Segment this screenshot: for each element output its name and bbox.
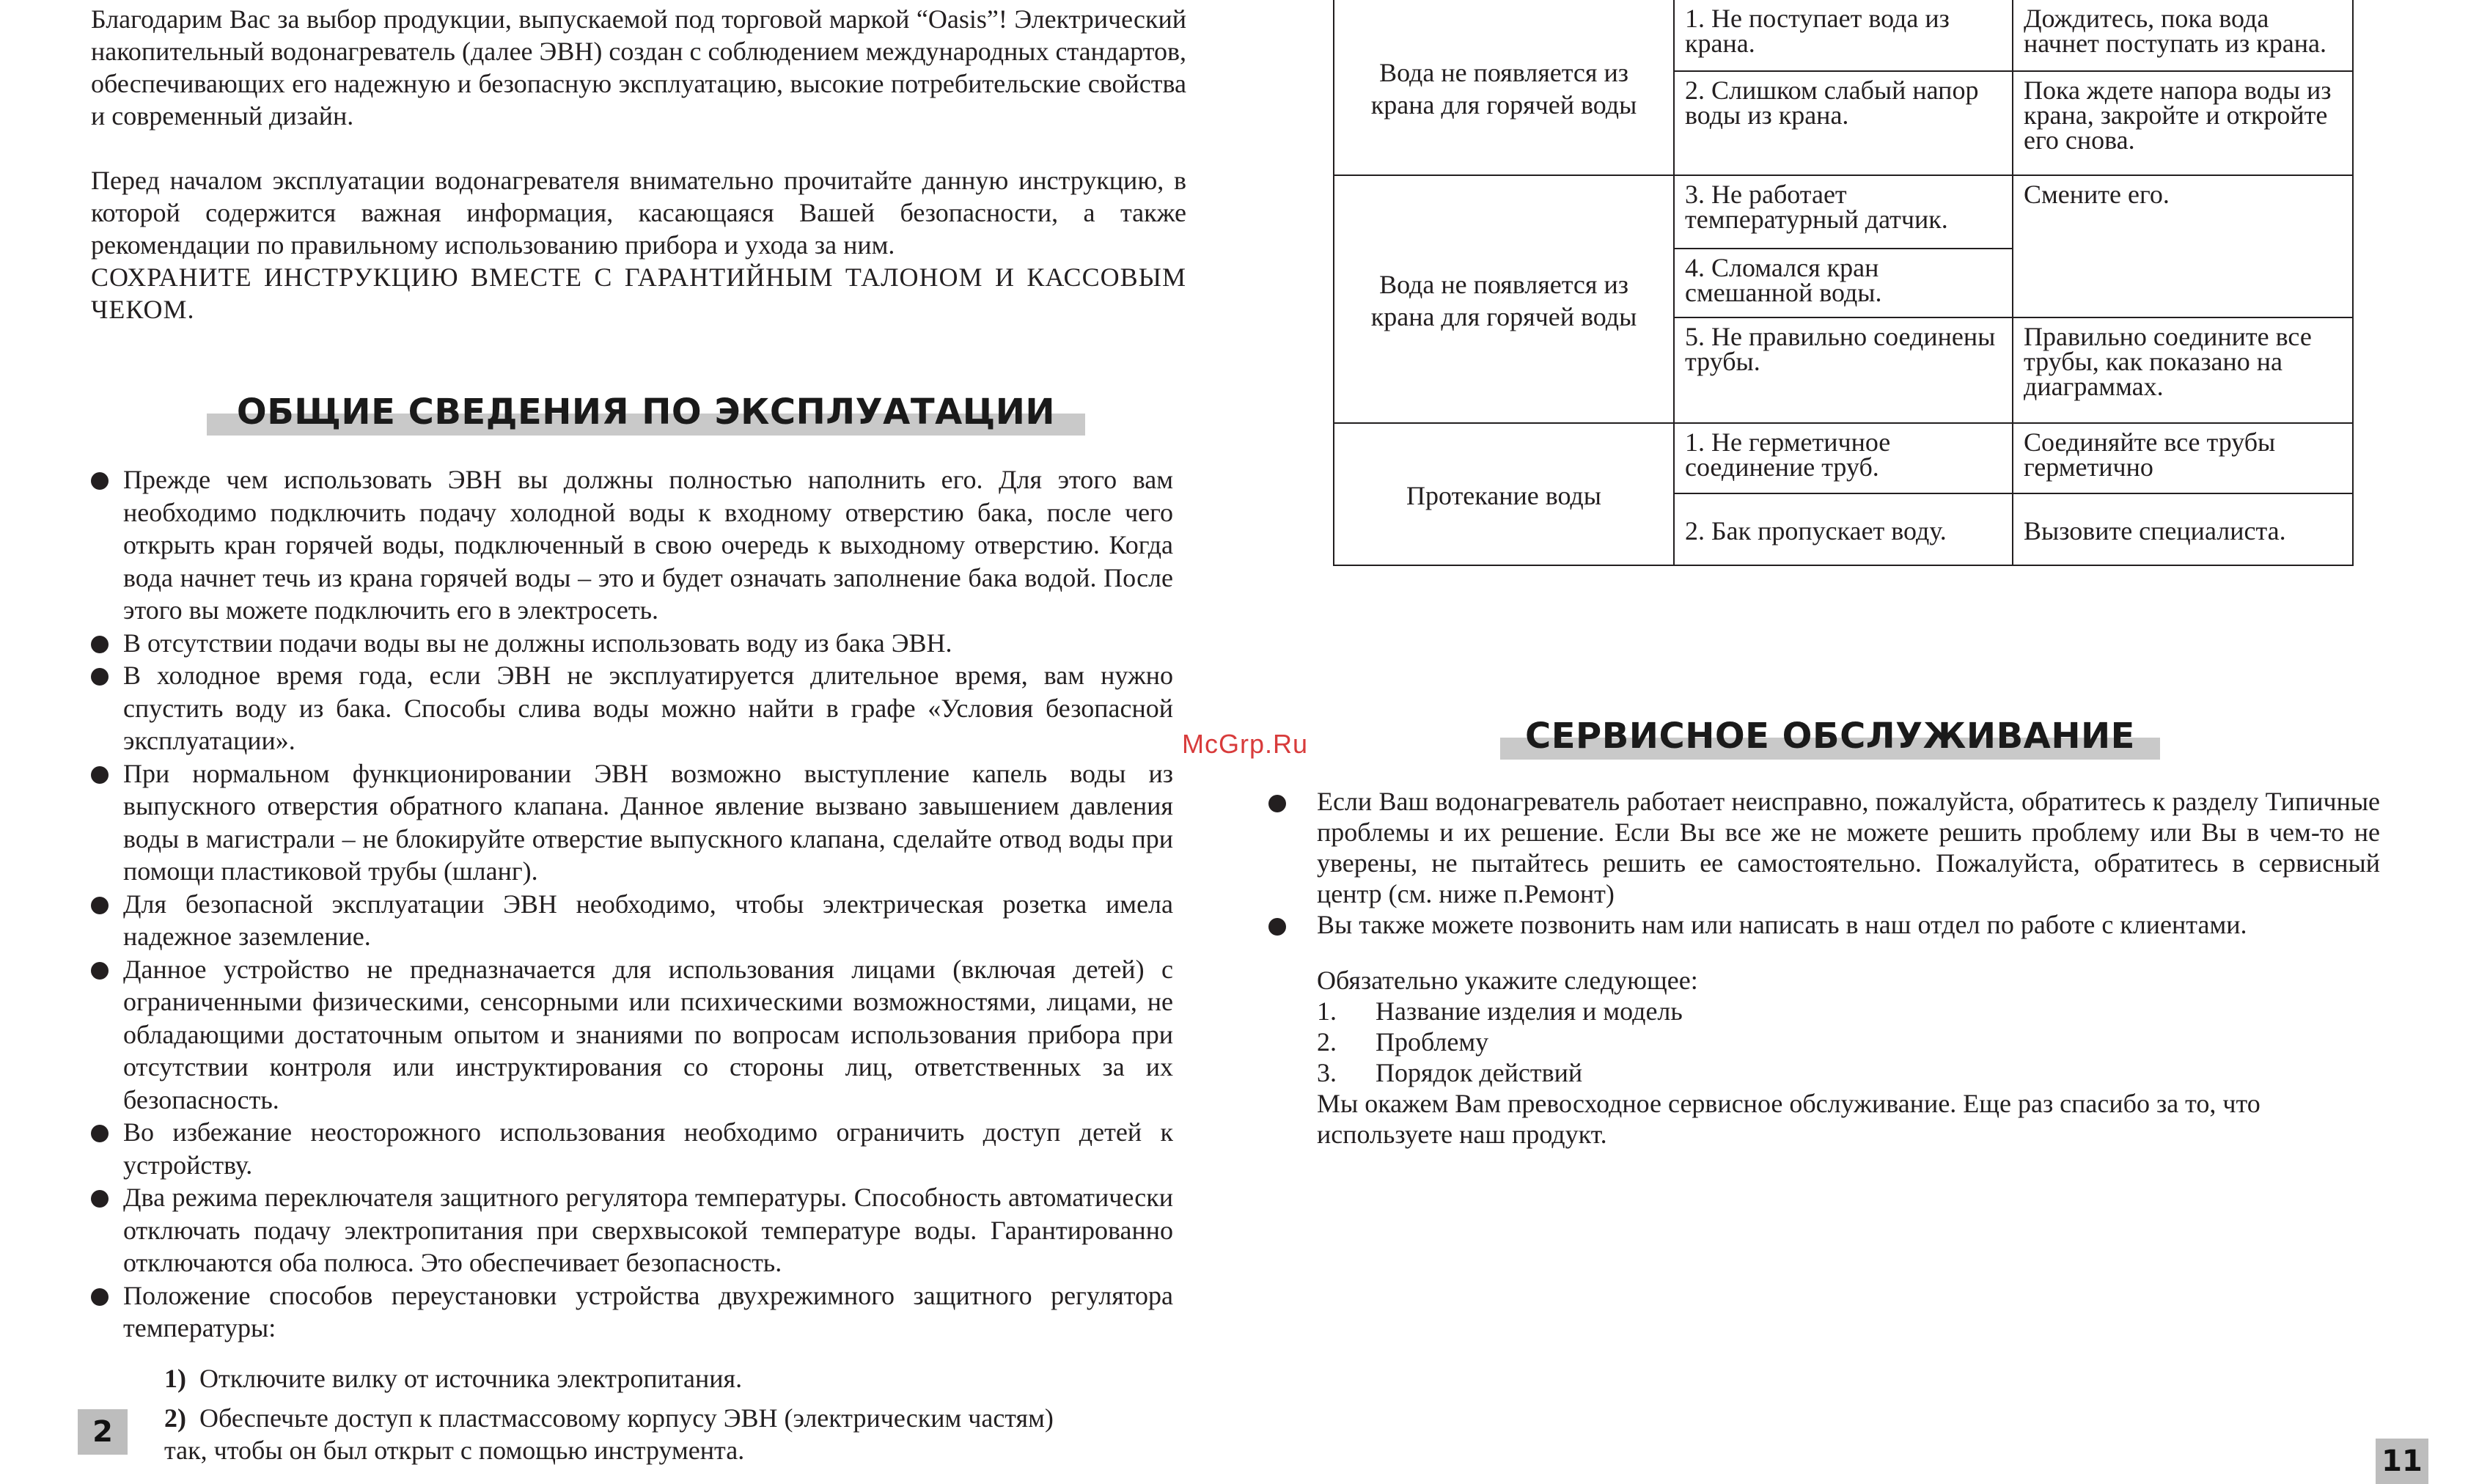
cause-cell: 2. Слишком слабый напор воды из крана. xyxy=(1674,71,2013,175)
problem-cell: Протекание воды xyxy=(1334,423,1674,565)
section-title: СЕРВИСНОЕ ОБСЛУЖИВАНИЕ xyxy=(1525,716,2135,757)
service-list xyxy=(1266,786,2380,940)
solution-cell: Соединяйте все трубы герметично xyxy=(2013,423,2353,493)
bullet-icon xyxy=(1268,795,1286,812)
problem-cell: Вода не появляется из крана для горячей воды xyxy=(1334,0,1674,175)
page-number-left: 2 xyxy=(78,1409,128,1455)
bullet-icon xyxy=(91,1288,109,1306)
step-2-continued: так, чтобы он был открыт с помощью инструмента. xyxy=(164,1436,745,1465)
table-row xyxy=(1334,0,2353,71)
intro-paragraph-3: СОХРАНИТЕ ИНСТРУКЦИЮ ВМЕСТЕ С ГАРАНТИЙНЫМ ТАЛОНОМ И КАССОВЫМ ЧЕКОМ. xyxy=(91,262,1186,324)
list-item: Для безопасной эксплуатации ЭВН необходимо, чтобы электрическая розетка имела надежное заземление. xyxy=(91,888,1173,953)
bullet-icon xyxy=(1268,918,1286,936)
watermark: McGrp.Ru xyxy=(1182,729,1309,759)
bullet-icon xyxy=(91,962,109,980)
list-item: В холодное время года, если ЭВН не эксплуатируется длительное время, вам нужно спустить воду из бака. Способы слива воды можно найти в графе «Условия безопасной эксплуатации». xyxy=(91,659,1173,757)
bullet-icon xyxy=(91,1125,109,1142)
solution-cell: Вызовите специалиста. xyxy=(2013,493,2353,565)
service-heading xyxy=(1500,716,2160,760)
general-info-heading xyxy=(207,392,1085,436)
list-item: 3. Порядок действий xyxy=(1317,1058,1583,1087)
solution-cell: Пока ждете напора воды из крана, закройте и откройте его снова. xyxy=(2013,71,2353,175)
solution-cell: Дождитесь, пока вода начнет поступать из крана. xyxy=(2013,0,2353,71)
solution-cell: Правильно соедините все трубы, как показано на диаграммах. xyxy=(2013,317,2353,423)
cause-cell: 2. Бак пропускает воду. xyxy=(1674,493,2013,565)
list-item: Вы также можете позвонить нам или написать в наш отдел по работе с клиентами. xyxy=(1266,909,2380,940)
list-item: В отсутствии подачи воды вы не должны использовать воду из бака ЭВН. xyxy=(91,627,1173,660)
step-1: 1) Отключите вилку от источника электропитания. xyxy=(164,1364,743,1393)
list-item: 1. Название изделия и модель xyxy=(1317,996,1683,1026)
bullet-icon xyxy=(91,668,109,686)
cause-cell: 1. Не поступает вода из крана. xyxy=(1674,0,2013,71)
bullet-icon xyxy=(91,766,109,784)
list-item: Прежде чем использовать ЭВН вы должны полностью наполнить его. Для этого вам необходимо подключить подачу холодной воды к входному отверстию бака, после чего открыть кран горячей воды, подключенный в свою очередь к выходному отверстию. Когда вода начнет течь из крана горячей воды – это и будет означать заполнение бака водой. После этого вы можете подключить его в электросеть. xyxy=(91,463,1173,627)
cause-cell: 3. Не работает температурный датчик. xyxy=(1674,175,2013,249)
page-title: ОБЩИЕ СВЕДЕНИЯ ПО ЭКСПЛУАТАЦИИ xyxy=(236,392,1056,433)
intro-paragraph-1: Благодарим Вас за выбор продукции, выпускаемой под торговой маркой “Oasis”! Электрический накопительный водонагреватель (далее ЭВН) создан с соблюдением международных стандартов, обеспечивающих его надежную и безопасную эксплуатацию, высокие потребительские свойства и современный дизайн. xyxy=(91,4,1186,131)
bullet-icon xyxy=(91,1190,109,1208)
table-row xyxy=(1334,423,2353,493)
problem-cell: Вода не появляется из крана для горячей воды xyxy=(1334,175,1674,423)
specify-intro: Обязательно укажите следующее: xyxy=(1317,966,1698,995)
list-item: При нормальном функционировании ЭВН возможно выступление капель воды из выпускного отверстия обратного клапана. Данное явление вызвано завышением давления воды в магистрали – не блокируйте отверстие выпускного клапана, сделайте отвод воды при помощи пластиковой трубы (шланг). xyxy=(91,757,1173,888)
specify-block xyxy=(1317,965,2380,1150)
table-row xyxy=(1334,175,2353,249)
cause-cell: 5. Не правильно соединены трубы. xyxy=(1674,317,2013,423)
reset-steps xyxy=(164,1362,1191,1466)
list-item: Если Ваш водонагреватель работает неисправно, пожалуйста, обратитесь к разделу Типичные проблемы и их решение. Если Вы все же не можете решить проблему или Вы в чем-то не уверены, не пытайтесь решить ее самостоятельно. Пожалуйста, обратитесь в сервисный центр (см. ниже п.Ремонт) xyxy=(1266,786,2380,909)
closing-text: Мы окажем Вам превосходное сервисное обслуживание. Еще раз спасибо за то, что используете наш продукт. xyxy=(1317,1089,2261,1149)
step-2: 2) Обеспечьте доступ к пластмассовому корпусу ЭВН (электрическим частям) xyxy=(164,1403,1054,1433)
bullet-icon xyxy=(91,636,109,653)
list-item: 2. Проблему xyxy=(1317,1027,1489,1057)
intro-paragraph-2: Перед началом эксплуатации водонагревателя внимательно прочитайте данную инструкцию, в которой содержится важная информация, касающаяся Вашей безопасности, а также рекомендации по правильному использованию прибора и ухода за ним. xyxy=(91,166,1186,260)
troubleshooting-table xyxy=(1333,0,2354,566)
bullet-icon xyxy=(91,472,109,490)
general-info-list xyxy=(91,463,1173,1345)
intro-section xyxy=(91,3,1186,326)
solution-cell: Смените его. xyxy=(2013,175,2353,317)
cause-cell: 4. Сломался кран смешанной воды. xyxy=(1674,249,2013,317)
bullet-icon xyxy=(91,897,109,914)
list-item: Положение способов переустановки устройства двухрежимного защитного регулятора температуры: xyxy=(91,1279,1173,1345)
page-number-right: 11 xyxy=(2376,1439,2428,1484)
cause-cell: 1. Не герметичное соединение труб. xyxy=(1674,423,2013,493)
list-item: Во избежание неосторожного использования необходимо ограничить доступ детей к устройству. xyxy=(91,1116,1173,1181)
list-item: Данное устройство не предназначается для использования лицами (включая детей) с ограниченными физическими, сенсорными или психическими возможностями, лицами, не обладающими достаточным опытом и знаниями по вопросам использования прибора при отсутствии контроля или инструктирования со стороны лиц, ответственных за их безопасность. xyxy=(91,953,1173,1117)
list-item: Два режима переключателя защитного регулятора температуры. Способность автоматически отключать подачу электропитания при сверхвысокой температуре воды. Гарантированно отключаются оба полюса. Это обеспечивает безопасность. xyxy=(91,1181,1173,1279)
